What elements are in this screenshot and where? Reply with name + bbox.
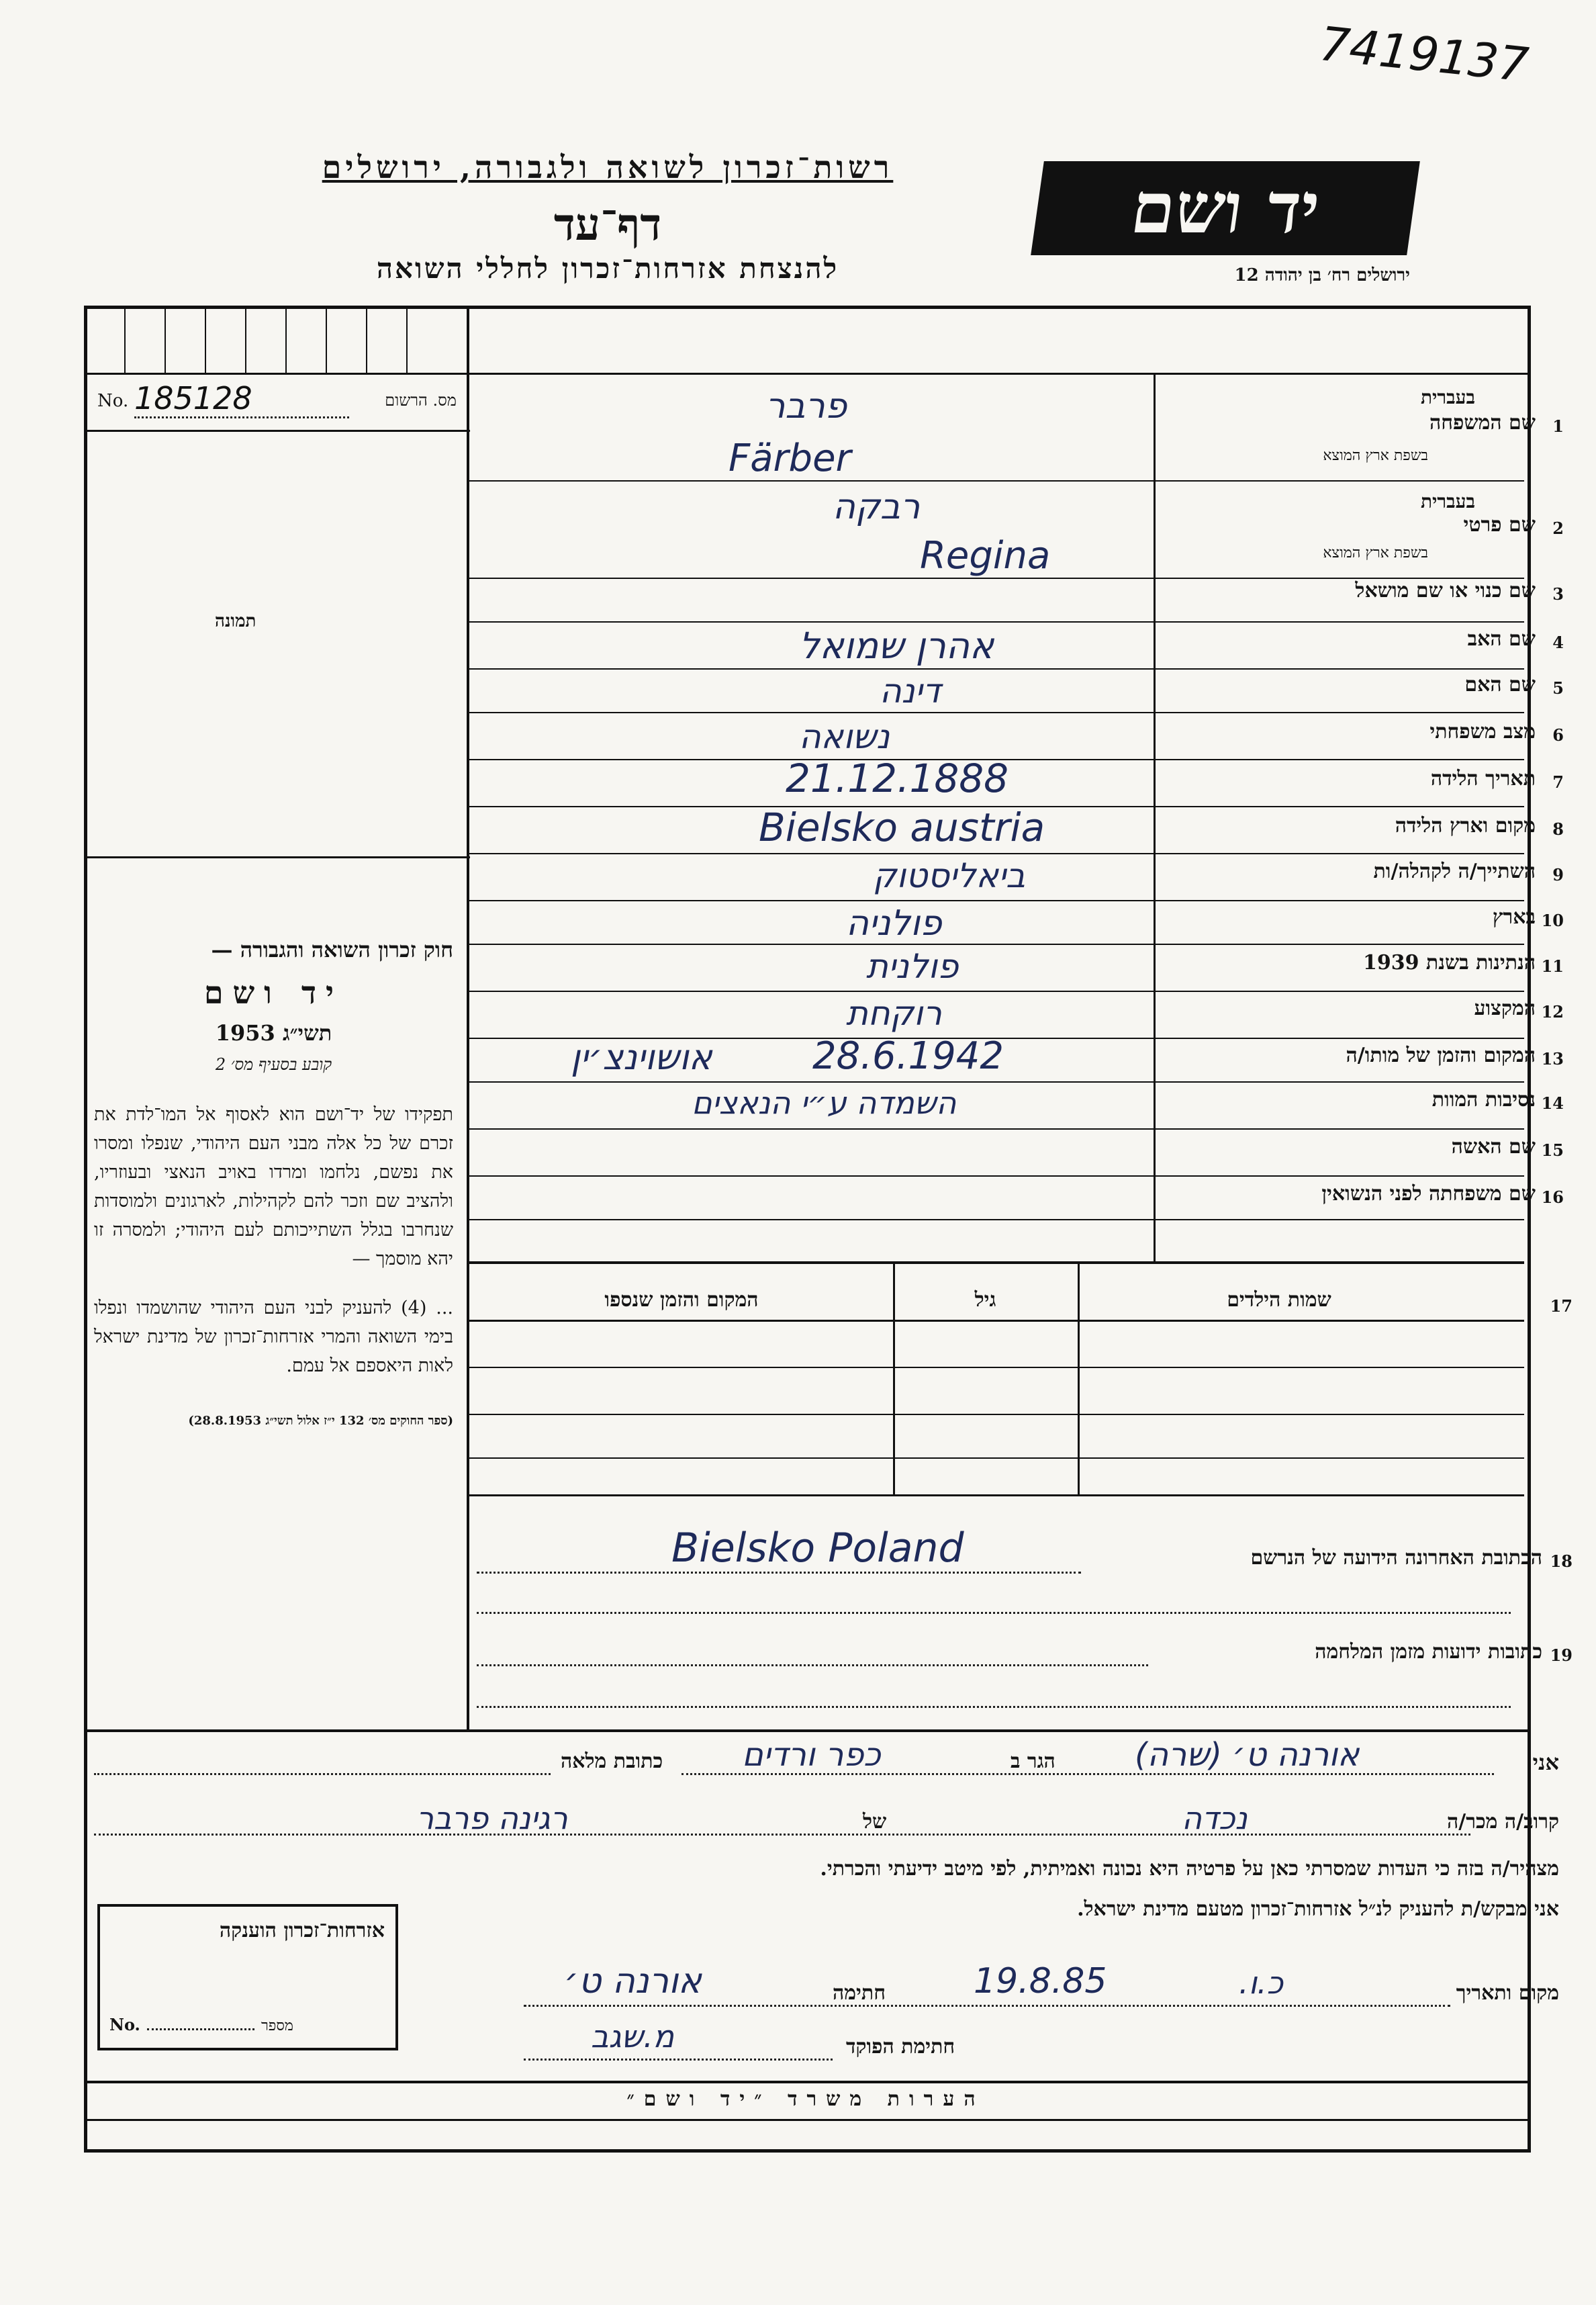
declaration-resides-value: כפר ורדים xyxy=(742,1736,881,1774)
nationality-1939-label: הנתינות בשנת 1939 xyxy=(1362,951,1536,975)
law-body: תפקידו של יד־ושם הוא לאסוף אל המו־לדת את זכרם של כל אלה מבני העם היהודי, שנפלו ומסרו את נפשם, נלחמו ומרדו באויב הנאצי ובעוזריו, ולהציב שם וזכר להם לקהילות, לארגונים ולמוסדות שנחרבו בגלל השתייכותם לעם היהודי; ולמסרה זו יהא מוסמך — xyxy=(94,1104,453,1269)
authority-line: רשות־זכרון לשואה ולגבורה, ירושלים xyxy=(322,149,894,185)
row-number: 2 xyxy=(1552,518,1564,538)
form-title: דף־עד xyxy=(553,198,662,251)
surname-hebrew-value: פרבר xyxy=(765,386,847,426)
row-number: 14 xyxy=(1541,1093,1564,1113)
grant-number-label: מספר xyxy=(261,2018,293,2034)
row-number: 10 xyxy=(1541,911,1564,930)
row-number: 5 xyxy=(1552,678,1564,698)
signature-label: חתימה xyxy=(833,1981,886,2005)
death-circumstances-value: השמדה ע״י הנאצים xyxy=(692,1085,957,1121)
death-circumstances-label: נסיבות המוות xyxy=(1431,1088,1536,1112)
officer-signature-label: חתימת הפוקד xyxy=(846,2035,955,2059)
row-number: 15 xyxy=(1541,1140,1564,1160)
law-title: חוק זכרון השואה והגבורה — xyxy=(211,937,453,962)
declaration-ani-label: אני xyxy=(1532,1750,1559,1775)
profession-label: המקצוע xyxy=(1474,997,1536,1020)
declaration-statement-2: אני מבקש/ת להעניק לנ״ל אזרחות־זכרון מטעם מדינת ישראל. xyxy=(1077,1897,1559,1921)
registration-label: מס. הרשום xyxy=(385,391,457,410)
row-number: 18 xyxy=(1550,1551,1572,1571)
children-age-header: גיל xyxy=(974,1288,996,1312)
country-value: פולניה xyxy=(846,903,942,944)
law-name: יד ושם xyxy=(203,975,344,1011)
declaration-resides-label: הגר ב xyxy=(1011,1750,1055,1773)
death-place-value: אושוינצ׳ין xyxy=(571,1038,712,1078)
birthplace-value: Bielsko austria xyxy=(759,805,1045,850)
wife-name-label: שם האשה xyxy=(1451,1135,1536,1159)
logo-text: יד ושם xyxy=(1126,167,1325,249)
first-name-origin-sublabel: בשפת ארץ המוצא xyxy=(1323,545,1428,561)
row-number: 6 xyxy=(1552,725,1564,745)
row-number: 11 xyxy=(1541,956,1564,976)
country-label: בארץ xyxy=(1492,905,1536,929)
first-name-label: שם פרטי xyxy=(1463,513,1536,537)
mother-name-label: שם האם xyxy=(1464,673,1536,696)
declaration-name-value: אורנה ט׳ (שרה) xyxy=(1135,1736,1360,1774)
father-name-value: אהרן שמואל xyxy=(799,625,994,667)
marital-status-label: מצב משפחתי xyxy=(1429,720,1536,743)
office-notes-title: הערות משרד ״יד ושם״ xyxy=(626,2087,985,2111)
law-clause4: ... (4) להעניק לבני העם היהודי שהושמדו ונפלו בימי השואה והמרי אזרחות־זכרון של מדינת ישראל לאות היאספם אל עמם. xyxy=(94,1298,453,1376)
registration-box xyxy=(94,380,460,423)
full-address-label: כתובת מלאה xyxy=(561,1750,663,1773)
birthplace-label: מקום וארץ הלידה xyxy=(1395,814,1536,838)
declaration-statement-1: מצהיר/ה בזה כי העדות שמסרתי כאן על פרטיה היא נכונה ואמיתית, לפי מיטב ידיעתי והכרתי. xyxy=(820,1857,1559,1881)
marital-status-value: נשואה xyxy=(799,717,890,756)
death-date-value: 28.6.1942 xyxy=(812,1034,1004,1078)
community-value: ביאליסטוק xyxy=(873,856,1026,895)
birthdate-value: 21.12.1888 xyxy=(786,756,1009,801)
row-number: 12 xyxy=(1541,1002,1564,1022)
children-death-header: המקום והזמן שנספו xyxy=(604,1288,759,1312)
grant-no-label: No. xyxy=(109,2015,140,2034)
birthdate-label: תאריך הלידה xyxy=(1430,767,1536,790)
sidebar-law xyxy=(94,937,453,1428)
of-label: של xyxy=(863,1810,887,1834)
row-number: 9 xyxy=(1552,865,1564,885)
community-label: השתייך/ה לקהלה/ות xyxy=(1373,860,1536,883)
registration-no-prefix: No. xyxy=(97,391,129,411)
form-subtitle: להנצחת אזרחות־זכרון לחללי השואה xyxy=(376,252,839,285)
of-value: רגינה פרבר xyxy=(416,1800,568,1836)
death-place-time-label: המקום והזמן של מותו/ה xyxy=(1346,1044,1536,1067)
row-number: 1 xyxy=(1552,416,1564,436)
last-address-value: Bielsko Poland xyxy=(671,1525,964,1572)
law-citation: (ספר החוקים מס׳ 132 י״ז אלול תשי״ג 28.8.1953) xyxy=(188,1414,453,1428)
profession-value: רוקחת xyxy=(846,994,942,1033)
grant-box-title: אזרחות־זכרון הוענקה xyxy=(219,1919,385,1942)
row-number: 13 xyxy=(1541,1049,1564,1069)
officer-signature-value: מ.שגב xyxy=(591,2018,675,2054)
surname-label: שם המשפחה xyxy=(1429,411,1536,435)
law-year: תשי״ג 1953 xyxy=(215,1020,332,1046)
law-clause: קובע בסעיף מס׳ 2 xyxy=(215,1055,332,1074)
children-names-header: שמות הילדים xyxy=(1227,1288,1331,1312)
nationality-value: פולנית xyxy=(866,947,959,986)
yad-vashem-logo xyxy=(1031,161,1420,255)
place-value: כ.ו. xyxy=(1239,1964,1284,2001)
logo-address: ירושלים רח׳ בן יהודה 12 xyxy=(1234,265,1410,285)
first-name-hebrew-sublabel: בעברית xyxy=(1420,490,1475,512)
registration-number: 185128 xyxy=(134,380,349,418)
father-name-label: שם האב xyxy=(1467,627,1536,651)
nickname-label: שם כנוי או שם מושאל xyxy=(1355,579,1536,602)
row-number: 8 xyxy=(1552,819,1564,839)
row-number: 19 xyxy=(1550,1645,1572,1665)
maiden-name-label: שם משפחתה לפני הנשואין xyxy=(1321,1182,1536,1206)
mother-name-value: דינה xyxy=(880,672,941,711)
surname-origin-sublabel: בשפת ארץ המוצא xyxy=(1323,447,1428,464)
row-number: 4 xyxy=(1552,633,1564,652)
date-value: 19.8.85 xyxy=(974,1961,1107,2001)
grant-box xyxy=(97,1904,398,2050)
signature-value: אורנה ט׳ xyxy=(564,1961,702,2001)
surname-hebrew-sublabel: בעברית xyxy=(1420,386,1475,408)
place-date-label: מקום ותאריך xyxy=(1456,1981,1559,2005)
wartime-addresses-label: כתובות ידועות מזמן המלחמה xyxy=(1315,1640,1542,1664)
relative-label: קרוב/ה מכר/ה xyxy=(1447,1810,1559,1834)
first-name-origin-value: Regina xyxy=(920,534,1051,578)
row-number: 7 xyxy=(1552,772,1564,792)
row-number: 17 xyxy=(1550,1296,1572,1316)
last-address-label: הכתובת האחרונה הידועה של הנרשם xyxy=(1250,1546,1542,1570)
row-number: 3 xyxy=(1552,584,1564,604)
archive-number: 7419137 xyxy=(1317,15,1532,93)
row-number: 16 xyxy=(1541,1187,1564,1207)
surname-origin-value: Färber xyxy=(729,437,851,480)
first-name-hebrew-value: רבקה xyxy=(833,487,921,527)
photo-label: תמונה xyxy=(215,611,256,631)
relative-value: נכדה xyxy=(1182,1800,1248,1836)
